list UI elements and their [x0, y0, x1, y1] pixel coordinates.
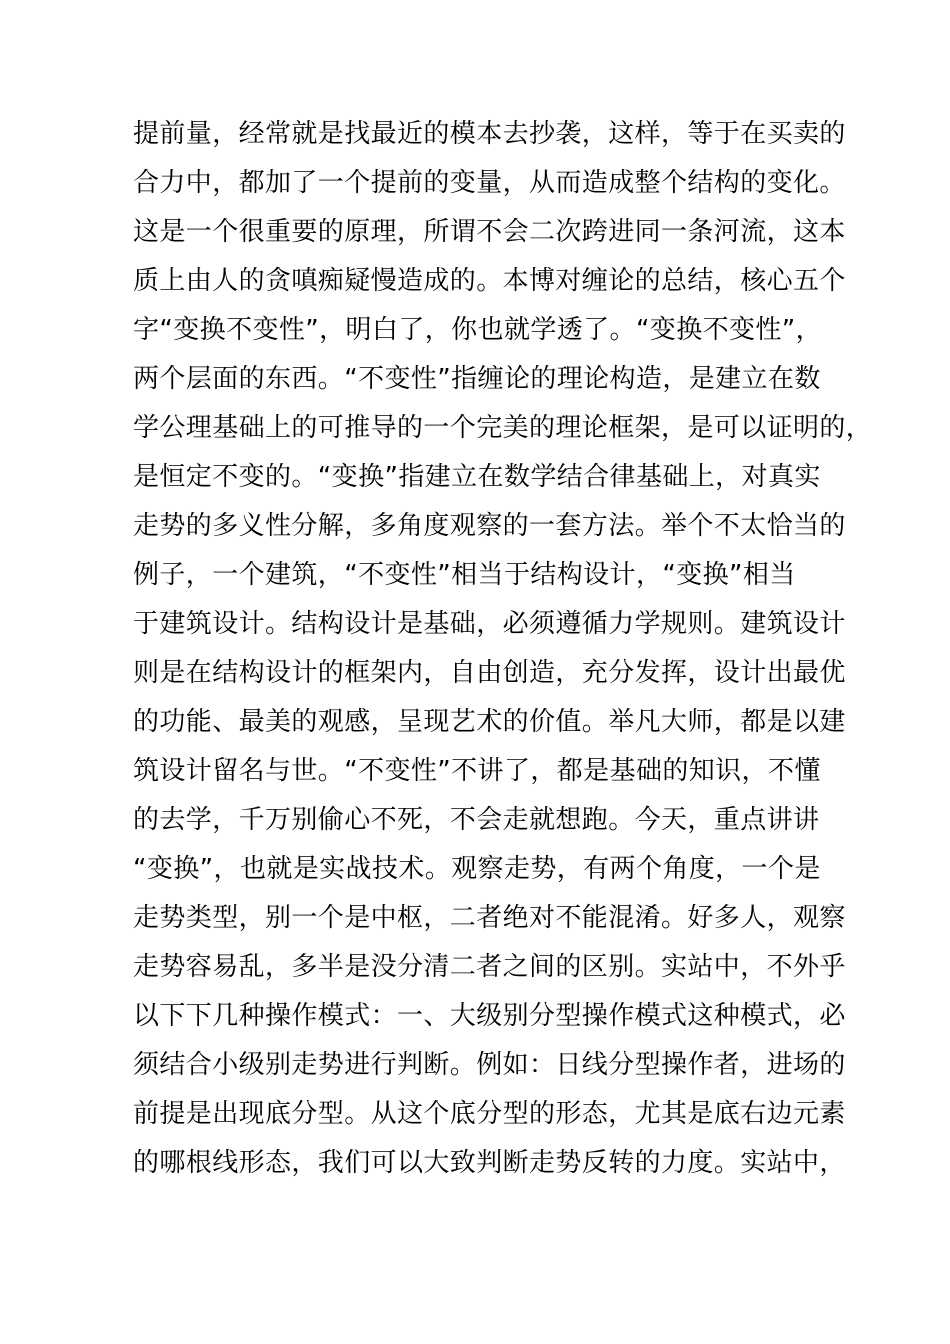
text-line: 于建筑设计。结构设计是基础，必须遵循力学规则。建筑设计: [133, 609, 846, 639]
text-line: 走势容易乱，多半是没分清二者之间的区别。实站中，不外乎: [133, 952, 846, 982]
text-line: 须结合小级别走势进行判断。例如：日线分型操作者，进场的: [133, 1050, 846, 1080]
text-line: 质上由人的贪嗔痴疑慢造成的。本博对缠论的总结，核心五个: [133, 266, 846, 296]
text-line: 两个层面的东西。“不变性”指缠论的理论构造，是建立在数: [133, 364, 821, 394]
text-line: 这是一个很重要的原理，所谓不会二次跨进同一条河流，这本: [133, 217, 846, 247]
text-line: 的去学，千万别偷心不死，不会走就想跑。今天，重点讲讲: [133, 805, 820, 835]
text-line: 的功能、最美的观感，呈现艺术的价值。举凡大师，都是以建: [133, 707, 846, 737]
body-text: [133, 110, 873, 1188]
text-line: “变换”，也就是实战技术。观察走势，有两个角度，一个是: [133, 854, 821, 884]
text-line: 以下下几种操作模式：一、大级别分型操作模式这种模式，必: [133, 1001, 846, 1031]
text-line: 则是在结构设计的框架内，自由创造，充分发挥，设计出最优: [133, 658, 846, 688]
text-line: 学公理基础上的可推导的一个完美的理论框架，是可以证明的，: [133, 413, 873, 443]
text-line: 字“变换不变性”，明白了，你也就学透了。“变换不变性”，: [133, 315, 823, 345]
text-line: 提前量，经常就是找最近的模本去抄袭，这样，等于在买卖的: [133, 119, 846, 149]
text-line: 合力中，都加了一个提前的变量，从而造成整个结构的变化。: [133, 168, 846, 198]
text-line: 的哪根线形态，我们可以大致判断走势反转的力度。实站中，: [133, 1148, 846, 1178]
text-line: 是恒定不变的。“变换”指建立在数学结合律基础上，对真实: [133, 462, 821, 492]
text-line: 前提是出现底分型。从这个底分型的形态，尤其是底右边元素: [133, 1099, 846, 1129]
text-line: 例子，一个建筑，“不变性”相当于结构设计，“变换”相当: [133, 560, 796, 590]
text-line: 走势类型，别一个是中枢，二者绝对不能混淆。好多人，观察: [133, 903, 846, 933]
text-line: 筑设计留名与世。“不变性”不讲了，都是基础的知识，不懂: [133, 756, 821, 786]
text-line: 走势的多义性分解，多角度观察的一套方法。举个不太恰当的: [133, 511, 846, 541]
